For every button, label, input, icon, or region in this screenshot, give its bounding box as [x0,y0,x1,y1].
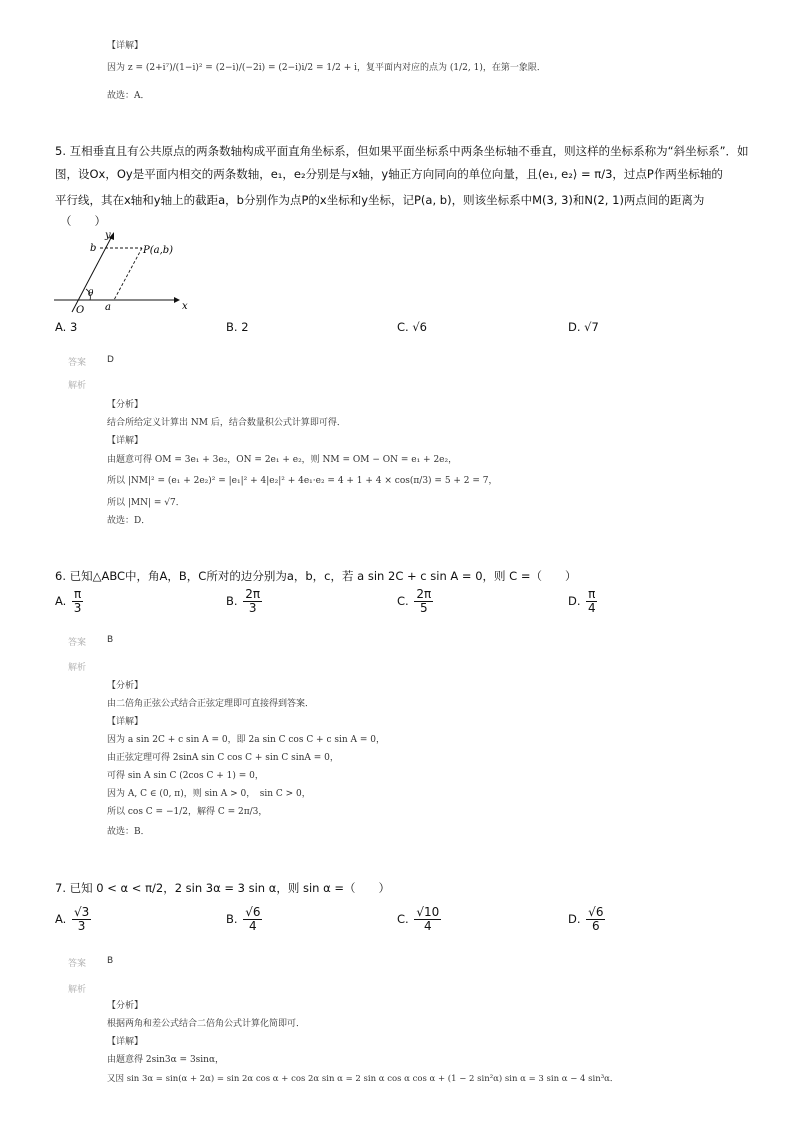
oblique-coordinate-figure [50,226,190,316]
q5-detail-head: 【详解】 [107,436,144,446]
q5-stem-line4: （ ） [60,214,106,228]
q7-stem: 7. 已知 0 < α < π/2，2 sin 3α = 3 sin α，则 sin α =（ ） [55,881,390,895]
q6-detail-line: 因为 a sin 2C + c sin A = 0，即 2a sin C cos C + c sin A = 0， [107,735,386,745]
q5-stem-line1: 5. 互相垂直且有公共原点的两条数轴构成平面直角坐标系，但如果平面坐标系中两条坐标轴不垂直，则这样的坐标系称为“斜坐标系”．如 [55,144,749,158]
q5-option-a: A. 3 [55,320,78,334]
fig-a-label: a [105,302,111,313]
q6-option-c: C. $\frac{2\pi}{5}$ [397,587,432,615]
q5-option-d: D. √7 [568,320,599,334]
q5-stem-line3: 平行线，其在x轴和y轴上的截距a，b分别作为点P的x坐标和y坐标，记P(a, b)，则该坐标系中M(3, 3)和N(2, 1)两点间的距离为 [55,193,705,207]
q7-analysis-label: 解析 [68,985,87,995]
q6-option-a: A. $\frac{\pi}{3}$ [55,587,82,615]
q7-analysis-text: 根据两角和差公式结合二倍角公式计算化简即可． [107,1019,306,1029]
q7-detail-line: 又因 sin 3α = sin(α + 2α) = sin 2α cos α + cos 2α sin α = 2 sin α cos α cos α + (1 − 2 sin²α) sin α = 3 sin α − 4 sin³α． [107,1074,619,1084]
q7-detail-head: 【详解】 [107,1037,144,1047]
fig-p-label: P(a,b) [143,245,174,256]
q7-option-c: C. $\frac{√10}{4}$ [397,905,440,933]
fig-theta-label: θ [88,289,94,299]
q6-stem: 6. 已知△ABC中，角A，B，C所对的边分别为a，b，c，若 a sin 2C + c sin A = 0，则 C =（ ） [55,569,577,583]
q6-detail-head: 【详解】 [107,717,144,727]
q6-answer: B [107,635,114,645]
q7-option-b: B. $\frac{√6}{4}$ [226,905,261,933]
q7-option-a: A. $\frac{√3}{3}$ [55,905,90,933]
fig-x-label: x [182,301,188,312]
q7-answer-label: 答案 [68,959,87,969]
q5-analysis-text: 结合所给定义计算出 NM 后，结合数量积公式计算即可得． [107,418,346,428]
detail-line: 因为 z = (2+i⁷)/(1−i)² = (2−i)/(−2i) = (2−i)i/2 = 1/2 + i，复平面内对应的点为 (1/2, 1)，在第一象限． [107,63,546,73]
q6-option-b: B. $\frac{2\pi}{3}$ [226,587,261,615]
q5-analysis-head: 【分析】 [107,400,144,410]
conclusion: 故选：A． [107,91,150,101]
q6-option-d: D. $\frac{\pi}{4}$ [568,587,596,615]
q6-analysis-label: 解析 [68,663,87,673]
q5-detail-line: 所以 |MN| = √7． [107,498,185,508]
fig-o-label: O [76,305,85,316]
q5-detail-line: 由题意可得 OM = 3e₁ + 3e₂，ON = 2e₁ + e₂，则 NM = OM − ON = e₁ + 2e₂， [107,455,458,465]
q7-answer: B [107,956,114,966]
q5-detail-line: 所以 |NM|² = (e₁ + 2e₂)² = |e₁|² + 4|e₂|² + 4e₁·e₂ = 4 + 1 + 4 × cos(π/3) = 5 + 2 = 7， [107,476,498,486]
fig-y-label: y [105,230,111,241]
q5-answer: D [107,355,114,365]
q5-stem-line2: 图，设Ox，Oy是平面内相交的两条数轴，e₁，e₂分别是与x轴，y轴正方向同向的单位向量，且⟨e₁, e₂⟩ = π/3，过点P作两坐标轴的 [55,167,723,181]
fig-b-label: b [90,243,97,254]
q6-analysis-text: 由二倍角正弦公式结合正弦定理即可直接得到答案． [107,699,315,709]
q5-option-c: C. √6 [397,320,427,334]
q5-option-b: B. 2 [226,320,249,334]
q5-answer-label: 答案 [68,358,87,368]
q6-detail-line: 因为 A, C ∈ (0, π)，则 sin A > 0， sin C > 0， [107,789,311,799]
q6-detail-line: 所以 cos C = −1/2，解得 C = 2π/3， [107,807,268,817]
q6-answer-label: 答案 [68,638,87,648]
detail-label: 【详解】 [107,41,144,51]
q6-analysis-head: 【分析】 [107,681,144,691]
q7-detail-line: 由题意得 2sin3α = 3sinα， [107,1055,225,1065]
q6-detail-line: 由正弦定理可得 2sinA sin C cos C + sin C sinA = 0， [107,753,339,763]
q5-analysis-label: 解析 [68,381,87,391]
q7-option-d: D. $\frac{√6}{6}$ [568,905,604,933]
q6-detail-line: 可得 sin A sin C (2cos C + 1) = 0， [107,771,264,781]
q7-analysis-head: 【分析】 [107,1001,144,1011]
q5-detail-line: 故选：D． [107,516,151,526]
q6-detail-line: 故选：B． [107,827,150,837]
